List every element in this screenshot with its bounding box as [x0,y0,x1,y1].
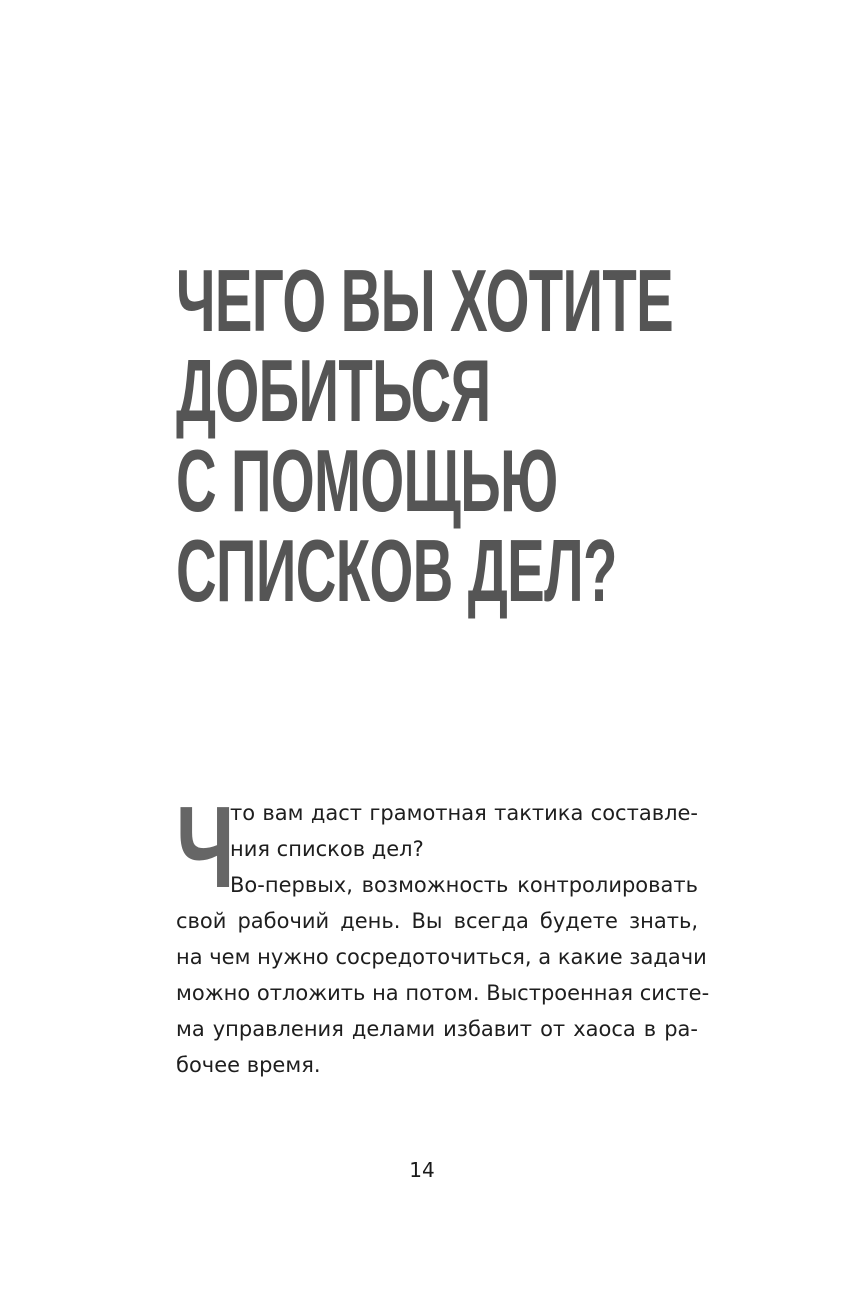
paragraph-line-5: на чем нужно сосредоточиться, а какие задачи [176,945,707,969]
page-number: 14 [409,1158,435,1182]
paragraph-line-1: то вам даст грамотная тактика составле- [230,801,698,825]
chapter-title [176,251,776,620]
title-line-4: СПИСКОВ ДЕЛ? [176,521,617,620]
title-line-1: ЧЕГО ВЫ ХОТИТЕ [176,251,674,350]
paragraph-line-3: Во-первых, возможность контролировать [230,873,698,897]
drop-cap-letter: Ч [176,782,235,912]
body-paragraphs [176,782,710,1083]
title-line-3: С ПОМОЩЬЮ [176,431,558,530]
paragraph-line-8: бочее время. [176,1053,321,1077]
paragraph-line-2: ния списков дел? [230,837,424,861]
paragraph-line-6: можно отложить на потом. Выстроенная систе- [176,981,710,1005]
paragraph-line-4: свой рабочий день. Вы всегда будете знать, [176,909,698,933]
title-line-2: ДОБИТЬСЯ [176,341,491,440]
paragraph-line-7: ма управления делами избавит от хаоса в ра- [176,1017,698,1041]
